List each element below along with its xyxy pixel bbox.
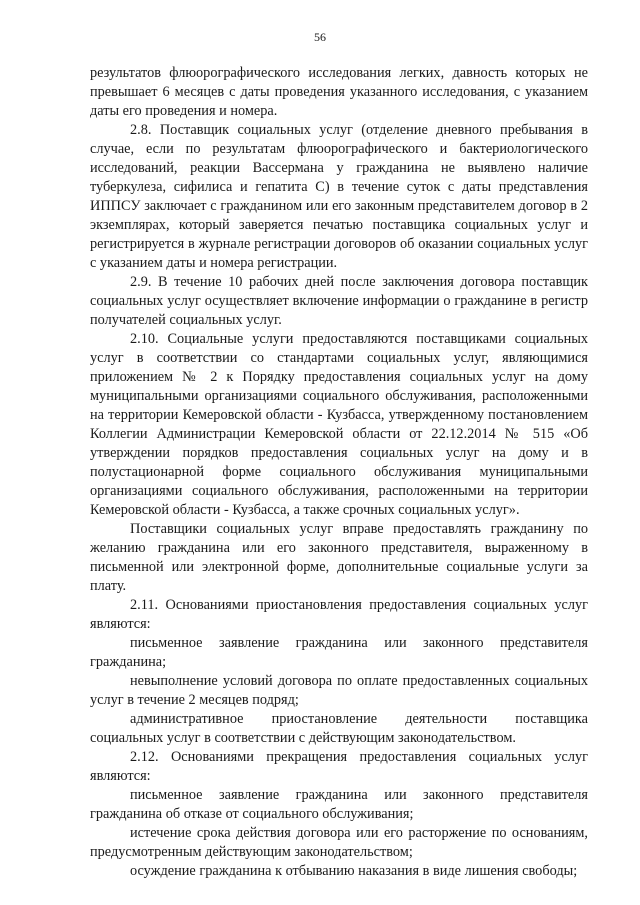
paragraph-2-11: 2.11. Основаниями приостановления предоставления социальных услуг являются:: [90, 597, 588, 632]
paragraph-additional-services: Поставщики социальных услуг вправе предоставлять гражданину по желанию гражданина или его законного представителя, выраженному в письменной или электронной форме, дополнительные социальные услуги за плату.: [90, 521, 588, 594]
list-item-written-statement: письменное заявление гражданина или законного представителя гражданина;: [90, 635, 588, 670]
paragraph-2-10: 2.10. Социальные услуги предоставляются поставщиками социальных услуг в соответствии со стандартами социальных услуг, являющимися приложением № 2 к Порядку предоставления социальных услуг на дому муниципальными организациями социального обслуживания, расположенными на территории Кемеровской области - Кузбасса, утвержденному постановлением Коллегии Администрации Кемеровской области от 22.12.2014 № 515 «Об утверждении порядков предоставления социальных услуг на дому и в полустационарной форме социального обслуживания муниципальными организациями социального обслуживания, расположенными на территории Кемеровской области - Кузбасса, а также срочных социальных услуг».: [90, 331, 588, 518]
paragraph-2-12: 2.12. Основаниями прекращения предоставления социальных услуг являются:: [90, 749, 588, 784]
document-body: [90, 64, 588, 881]
list-item-non-payment: невыполнение условий договора по оплате предоставленных социальных услуг в течение 2 месяцев подряд;: [90, 673, 588, 708]
list-item-conviction: осуждение гражданина к отбыванию наказания в виде лишения свободы;: [130, 863, 578, 879]
list-item-contract-expiry: истечение срока действия договора или его расторжение по основаниям, предусмотренным действующим законодательством;: [90, 825, 588, 860]
paragraph-2-9: 2.9. В течение 10 рабочих дней после заключения договора поставщик социальных услуг осуществляет включение информации о гражданине в регистр получателей социальных услуг.: [90, 274, 588, 328]
paragraph-2-8: 2.8. Поставщик социальных услуг (отделение дневного пребывания в случае, если по результатам флюорографического и бактериологического исследований, реакции Вассермана у гражданина не выявлено наличие туберкулеза, сифилиса и гепатита С) в течение суток с даты представления ИППСУ заключает с гражданином или его законным представителем договор в 2 экземплярах, который заверяется печатью поставщика социальных услуг и регистрируется в журнале регистрации договоров об оказании социальных услуг с указанием даты и номера регистрации.: [90, 122, 588, 271]
paragraph-continuation: результатов флюорографического исследования легких, давность которых не превышает 6 месяцев с даты проведения указанного исследования, с указанием даты его проведения и номера.: [90, 65, 588, 119]
list-item-refusal-statement: письменное заявление гражданина или законного представителя гражданина об отказе от социального обслуживания;: [90, 787, 588, 822]
page-number: 56: [314, 30, 326, 44]
list-item-administrative-suspension: административное приостановление деятельности поставщика социальных услуг в соответствии с действующим законодательством.: [90, 711, 588, 746]
